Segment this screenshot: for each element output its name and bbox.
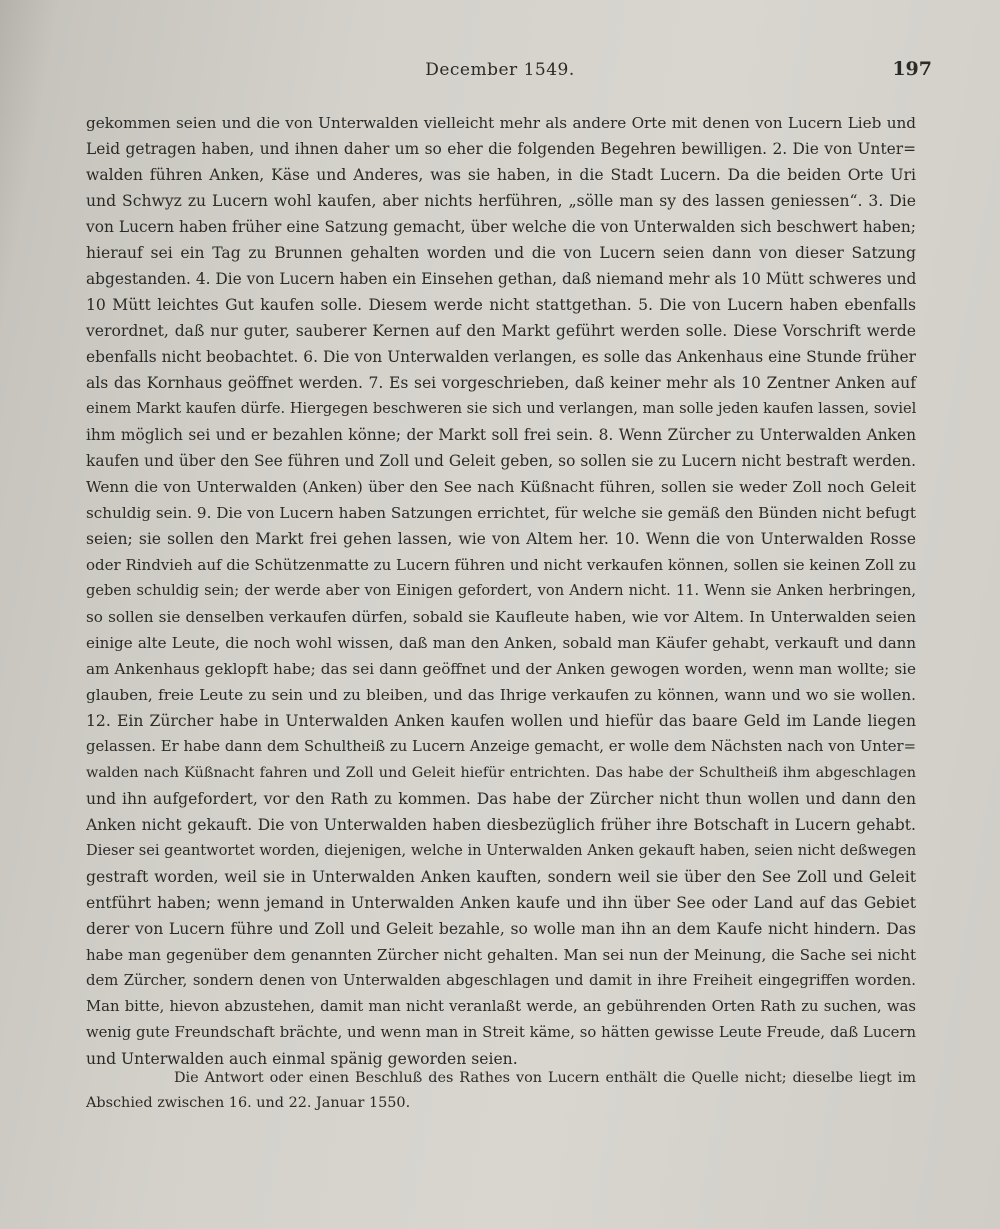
- text-line: ihm möglich sei und er bezahlen könne; der Markt soll frei sein. 8. Wenn Zürcher zu Unterwalden Anken: [86, 426, 916, 444]
- text-line: und Schwyz zu Lucern wohl kaufen, aber nichts herführen, „sölle man sy des lassen geniessen“. 3. Die: [86, 192, 916, 210]
- text-line: 12. Ein Zürcher habe in Unterwalden Anken kaufen wollen und hiefür das baare Geld im Lande liegen: [86, 712, 916, 730]
- page-number: 197: [892, 58, 932, 80]
- text-line: Dieser sei geantwortet worden, diejenigen, welche in Unterwalden Anken gekauft haben, seien nicht deßwegen: [86, 842, 917, 859]
- closing-note: [86, 1066, 916, 1116]
- text-line: und ihn aufgefordert, vor den Rath zu kommen. Das habe der Zürcher nicht thun wollen und dann den: [86, 790, 916, 808]
- text-line: Man bitte, hievon abzustehen, damit man nicht veranlaßt werde, an gebührenden Orten Rath zu suchen, was: [86, 998, 916, 1015]
- text-line: glauben, freie Leute zu sein und zu bleiben, und das Ihrige verkaufen zu können, wann und wo sie wollen.: [86, 686, 916, 704]
- text-line: gekommen seien und die von Unterwalden vielleicht mehr als andere Orte mit denen von Lucern Lieb und: [86, 114, 916, 132]
- text-line: entführt haben; wenn jemand in Unterwalden Anken kaufe und ihn über See oder Land auf das Gebiet: [86, 894, 916, 912]
- text-line: ebenfalls nicht beobachtet. 6. Die von Unterwalden verlangen, es solle das Ankenhaus eine Stunde früher: [86, 348, 916, 366]
- text-line: gelassen. Er habe dann dem Schultheiß zu Lucern Anzeige gemacht, er wolle dem Nächsten nach von Unter=: [86, 738, 916, 755]
- text-line: 10 Mütt leichtes Gut kaufen solle. Diesem werde nicht stattgethan. 5. Die von Lucern haben ebenfalls: [86, 296, 916, 314]
- text-line: derer von Lucern führe und Zoll und Geleit bezahle, so wolle man ihn an dem Kaufe nicht hindern. Das: [86, 920, 916, 938]
- note-line: Abschied zwischen 16. und 22. Januar 1550.: [86, 1095, 411, 1111]
- text-line: als das Kornhaus geöffnet werden. 7. Es sei vorgeschrieben, daß keiner mehr als 10 Zentner Anken auf: [86, 374, 916, 392]
- text-line: wenig gute Freundschaft brächte, und wenn man in Streit käme, so hätten gewisse Leute Freude, daß Lucern: [86, 1024, 916, 1041]
- text-line: schuldig sein. 9. Die von Lucern haben Satzungen errichtet, für welche sie gemäß den Bünden nicht befugt: [86, 504, 916, 522]
- text-line: habe man gegenüber dem genannten Zürcher nicht gehalten. Man sei nun der Meinung, die Sache sei nicht: [86, 946, 916, 964]
- text-line: geben schuldig sein; der werde aber von Einigen gefordert, von Andern nicht. 11. Wenn sie Anken herbringen,: [86, 582, 916, 599]
- text-line: einem Markt kaufen dürfe. Hiergegen beschweren sie sich und verlangen, man solle jeden kaufen lassen, soviel: [86, 400, 917, 417]
- page-header: [60, 58, 940, 88]
- text-line: walden führen Anken, Käse und Anderes, was sie haben, in die Stadt Lucern. Da die beiden Orte Uri: [86, 166, 916, 184]
- text-line: verordnet, daß nur guter, sauberer Kernen auf den Markt geführt werden solle. Diese Vorschrift werde: [86, 322, 916, 340]
- text-line: walden nach Küßnacht fahren und Zoll und Geleit hiefür entrichten. Das habe der Schultheiß ihm abgeschlagen: [86, 765, 916, 781]
- text-line: gestraft worden, weil sie in Unterwalden Anken kauften, sondern weil sie über den See Zoll und Geleit: [86, 868, 916, 886]
- text-line: einige alte Leute, die noch wohl wissen, daß man den Anken, sobald man Käufer gehabt, verkauft und dann: [86, 634, 916, 652]
- text-line: Wenn die von Unterwalden (Anken) über den See nach Küßnacht führen, sollen sie weder Zoll noch Geleit: [86, 478, 916, 496]
- running-title: December 1549.: [425, 60, 575, 80]
- main-paragraph: [86, 110, 916, 1072]
- note-line: Die Antwort oder einen Beschluß des Rathes von Lucern enthält die Quelle nicht; dieselbe liegt im: [174, 1070, 916, 1086]
- text-line: so sollen sie denselben verkaufen dürfen, sobald sie Kaufleute haben, wie vor Altem. In Unterwalden seien: [86, 608, 916, 626]
- text-line: abgestanden. 4. Die von Lucern haben ein Einsehen gethan, daß niemand mehr als 10 Mütt schweres und: [86, 270, 917, 288]
- text-line: hierauf sei ein Tag zu Brunnen gehalten worden und die von Lucern seien dann von dieser Satzung: [86, 244, 916, 262]
- text-line: Leid getragen haben, und ihnen daher um so eher die folgenden Begehren bewilligen. 2. Die von Unter=: [86, 140, 916, 158]
- text-line: kaufen und über den See führen und Zoll und Geleit geben, so sollen sie zu Lucern nicht bestraft werden.: [86, 452, 916, 470]
- text-line: Anken nicht gekauft. Die von Unterwalden haben diesbezüglich früher ihre Botschaft in Lucern gehabt.: [86, 816, 916, 834]
- text-line: seien; sie sollen den Markt frei gehen lassen, wie von Altem her. 10. Wenn die von Unterwalden Rosse: [86, 530, 916, 548]
- text-line: von Lucern haben früher eine Satzung gemacht, über welche die von Unterwalden sich beschwert haben;: [86, 218, 916, 236]
- text-line: am Ankenhaus geklopft habe; das sei dann geöffnet und der Anken gewogen worden, wenn man wollte; sie: [86, 660, 916, 678]
- text-line: und Unterwalden auch einmal spänig geworden seien.: [86, 1050, 518, 1068]
- text-line: dem Zürcher, sondern denen von Unterwalden abgeschlagen und damit in ihre Freiheit eingegriffen worden.: [86, 972, 916, 989]
- text-line: oder Rindvieh auf die Schützenmatte zu Lucern führen und nicht verkaufen können, sollen sie keinen Zoll zu: [86, 556, 917, 574]
